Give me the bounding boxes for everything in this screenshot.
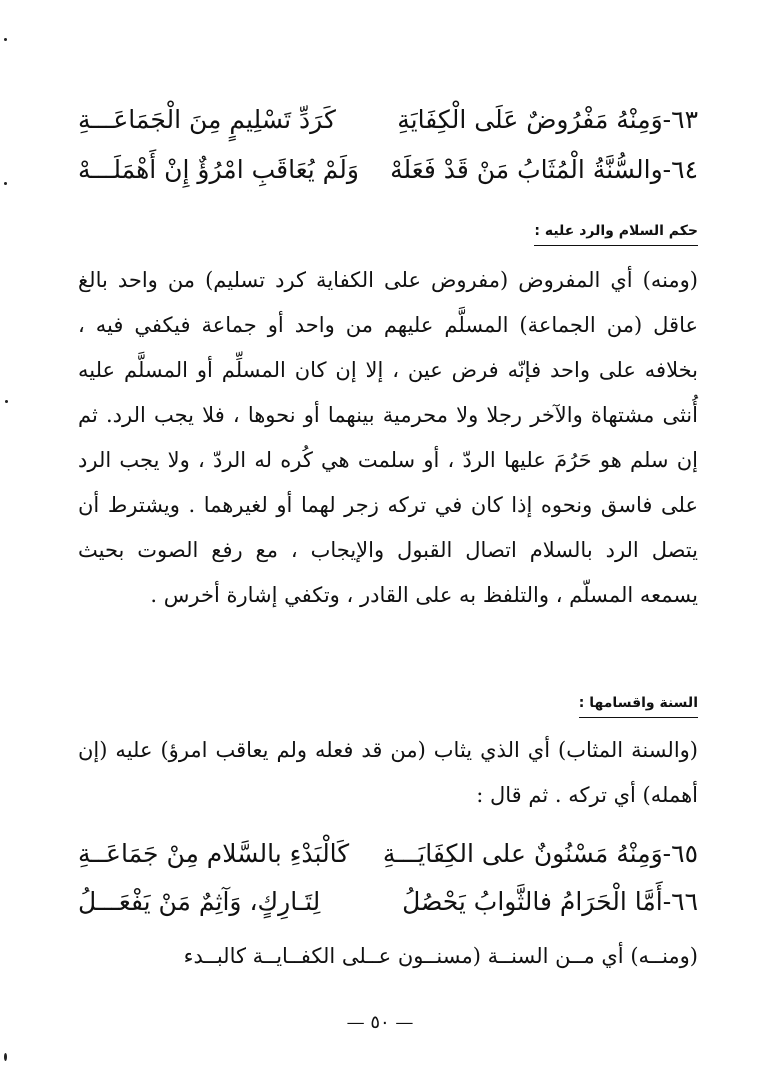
page-number: — ٥٠ — bbox=[346, 1012, 414, 1033]
scan-speck bbox=[4, 182, 7, 185]
verse-65-second-hemistich: كَالْبَدْءِ بالسَّلام مِنْ جَمَاعَــةِ bbox=[78, 839, 350, 868]
commentary-paragraph-1: (ومنه) أي المفروض (مفروض على الكفاية كرد تسليم) من واحد بالغ عاقل (من الجماعة) المسلَّم عليهم من واحد أو جماعة فيكفي فيه ، بخلافه على واحد فإنّه فرض عين ، إلا إن كان المسلِّم أو المسلَّم عليه أُنثى مشتهاة والآخر رجلا ولا محرمية بينهما أو نحوها ، فلا يجب الرد. ثم إن سلم هو حَرُمَ عليها الردّ ، أو سلمت هي كُره له الردّ ، ولا يجب الرد على فاسق ونحوه إذا كان في تركه زجر لهما أو لغيرهما . ويشترط أن يتصل الرد بالسلام اتصال القبول والإيجاب ، مع رفع الصوت بحيث يسمعه المسلّم ، والتلفظ به على القادر ، وتكفي إشارة أخرس . bbox=[78, 268, 698, 607]
verse-66-first-hemistich: ٦٦-أَمَّا الْحَرَامُ فالثَّوابُ يَحْصُلُ bbox=[402, 887, 698, 916]
scan-speck bbox=[5, 400, 8, 403]
section-heading-sunnah: السنة واقسامها : bbox=[579, 690, 698, 718]
scan-speck bbox=[4, 38, 7, 41]
verse-64-first-hemistich: ٦٤-والسُّنَّةُ الْمُثَابُ مَنْ قَدْ فَعَلَهْ bbox=[390, 155, 698, 184]
commentary-paragraph-3: (ومنــه) أي مــن السنــة (مسنــون عــلى الكفــايــة كالبــدء bbox=[183, 944, 698, 968]
verse-63-first-hemistich: ٦٣-وَمِنْهُ مَفْرُوضٌ عَلَى الْكِفَايَةِ bbox=[397, 105, 698, 134]
verse-64-second-hemistich: وَلَمْ يُعَاقَبِ امْرُؤٌ إِنْ أَهْمَلَـــهْ bbox=[78, 155, 359, 184]
scan-speck bbox=[4, 1053, 7, 1061]
verse-64 bbox=[78, 148, 698, 192]
section-heading-salam: حكم السلام والرد عليه : bbox=[534, 218, 698, 246]
verse-65-first-hemistich: ٦٥-وَمِنْهُ مَسْنُونٌ على الكِفَايَـــةِ bbox=[382, 839, 698, 868]
verse-63 bbox=[78, 98, 698, 142]
verse-66 bbox=[78, 880, 698, 924]
verse-66-second-hemistich: لِتَـارِكٍ، وَآثِمٌ مَنْ يَفْعَـــلُ bbox=[78, 887, 321, 916]
commentary-paragraph-2: (والسنة المثاب) أي الذي يثاب (من قد فعله ولم يعاقب امرؤ) عليه (إن أهمله) أي تركه . ثم قال : bbox=[78, 738, 698, 807]
verse-65 bbox=[78, 832, 698, 876]
verse-63-second-hemistich: كَرَدِّ تَسْلِيمٍ مِنَ الْجَمَاعَـــةِ bbox=[78, 105, 336, 134]
